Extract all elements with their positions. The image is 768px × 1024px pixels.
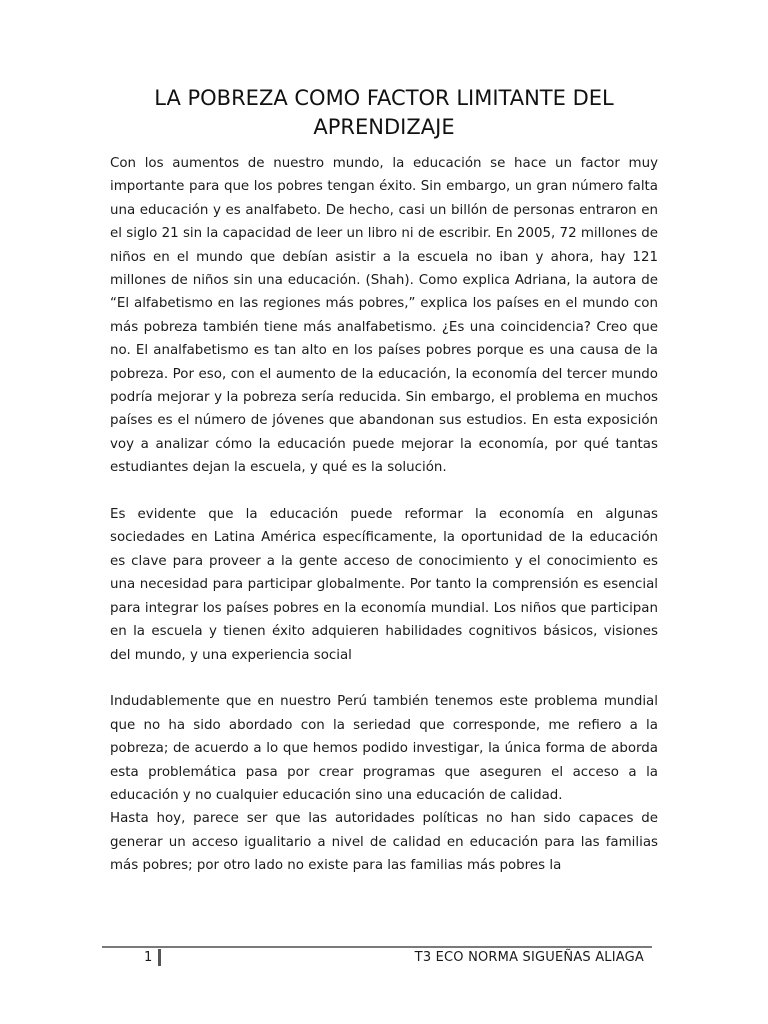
footer-author-label: T3 ECO NORMA SIGUEÑAS ALIAGA xyxy=(414,950,644,965)
paragraph-spacer xyxy=(110,480,658,503)
document-body xyxy=(110,152,658,878)
paragraph-spacer xyxy=(110,667,658,690)
footer-page-number: 1 xyxy=(144,950,153,965)
paragraph-peru: Indudablemente que en nuestro Perú también tenemos este problema mundial que no ha sido abordado con la seriedad que corresponde, me refiero a la pobreza; de acuerdo a lo que hemos podido investigar, la única forma de aborda esta problemática pasa por crear programas que aseguren el acceso a la educación y no cualquier educación sino una educación de calidad. xyxy=(110,694,658,803)
paragraph-economy: Es evidente que la educación puede reformar la economía en algunas sociedades en Latina América específicamente, la oportunidad de la educación es clave para proveer a la gente acceso de conocimiento y el conocimiento es una necesidad para participar globalmente. Por tanto la comprensión es esencial para integrar los países pobres en la economía mundial. Los niños que participan en la escuela y tienen éxito adquieren habilidades cognitivos básicos, visiones del mundo, y una experiencia social xyxy=(110,507,658,663)
footer-separator-bar xyxy=(158,949,161,966)
document-title: LA POBREZA COMO FACTOR LIMITANTE DEL APRENDIZAJE xyxy=(154,86,614,139)
paragraph-authorities: Hasta hoy, parece ser que las autoridades políticas no han sido capaces de generar un acceso igualitario a nivel de calidad en educación para las familias más pobres; por otro lado no existe para las familias más pobres la xyxy=(110,811,658,874)
paragraph-intro: Con los aumentos de nuestro mundo, la educación se hace un factor muy importante para que los pobres tengan éxito. Sin embargo, un gran número falta una educación y es analfabeto. De hecho, casi un billón de personas entraron en el siglo 21 sin la capacidad de leer un libro ni de escribir. En 2005, 72 millones de niños en el mundo que debían asistir a la escuela no iban y ahora, hay 121 millones de niños sin una educación. (Shah). Como explica Adriana, la autora de “El alfabetismo en las regiones más pobres,” explica los países en el mundo con más pobreza también tiene más analfabetismo. ¿Es una coincidencia? Creo que no. El analfabetismo es tan alto en los países pobres porque es una causa de la pobreza. Por eso, con el aumento de la educación, la economía del tercer mundo podría mejorar y la pobreza sería reducida. Sin embargo, el problema en muchos países es el número de jóvenes que abandonan sus estudios. En esta exposición voy a analizar cómo la educación puede mejorar la economía, por qué tantas estudiantes dejan la escuela, y qué es la solución. xyxy=(110,156,658,476)
footer-divider xyxy=(102,946,652,948)
